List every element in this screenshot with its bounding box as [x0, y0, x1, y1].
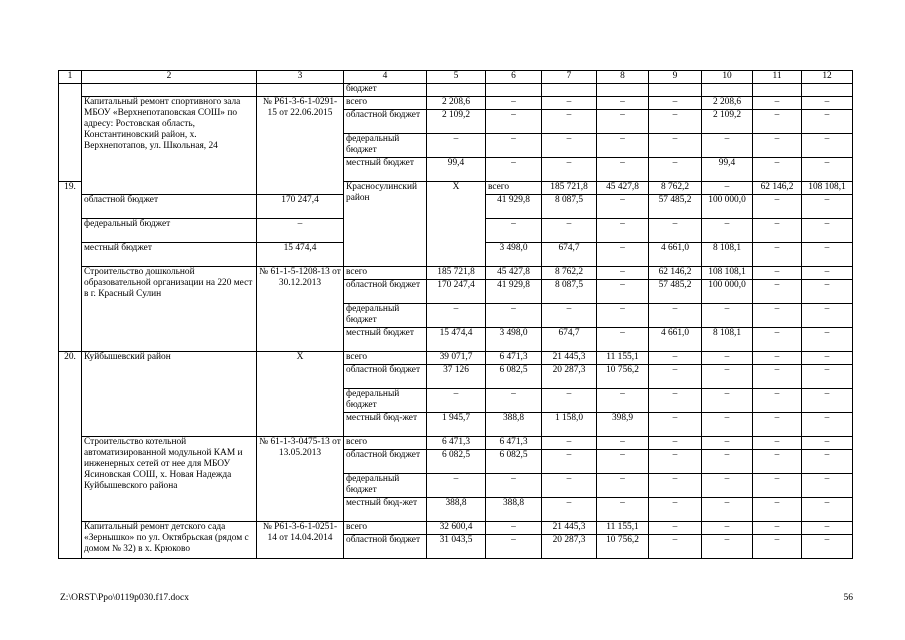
amount-cell: 39 071,7 [427, 352, 486, 365]
amount-cell: – [486, 304, 542, 328]
object-name-cell: Строительство котельной автоматизированной модульной КАМ и инженерных сетей от нее для МБОУ Ясиновская СОШ, х. Новая Надежда Куйбышевского района [82, 437, 257, 522]
page-number: 56 [843, 593, 853, 603]
amount-cell: – [427, 134, 486, 158]
amount-cell: 100 000,0 [702, 280, 753, 304]
amount-cell: 21 445,3 [542, 352, 597, 365]
amount-cell: – [753, 243, 802, 267]
funding-source-cell: областной бюджет [344, 535, 427, 559]
amount-cell: – [802, 535, 853, 559]
amount-cell: – [486, 535, 542, 559]
document-number-cell: № Р61-3-6-1-0291-15 от 22.06.2015 [257, 97, 344, 195]
object-name-cell: Куйбышевский район [82, 352, 257, 437]
amount-cell: – [802, 437, 853, 450]
amount-cell: – [702, 134, 753, 158]
amount-cell: – [702, 535, 753, 559]
amount-cell: – [802, 450, 853, 474]
column-number-cell: 4 [344, 71, 427, 84]
amount-cell [427, 84, 486, 97]
column-number-cell: 1 [59, 71, 82, 84]
row-number-cell [59, 84, 82, 182]
amount-cell: 8 108,1 [702, 328, 753, 352]
amount-cell: 37 126 [427, 365, 486, 389]
object-name-cell: Капитальный ремонт детского сада «Зернышко» по ул. Октябрьская (рядом с домом № 32) в х. Крюково [82, 522, 257, 559]
amount-cell: – [486, 97, 542, 110]
column-number-cell: 7 [542, 71, 597, 84]
amount-cell: – [427, 304, 486, 328]
amount-cell: 45 427,8 [486, 267, 542, 280]
amount-cell: – [649, 437, 702, 450]
amount-cell: – [542, 474, 597, 498]
amount-cell: – [702, 498, 753, 522]
amount-cell [802, 84, 853, 97]
amount-cell: – [802, 304, 853, 328]
amount-cell: – [802, 328, 853, 352]
amount-cell: 62 146,2 [753, 182, 802, 195]
footer-file-path: Z:\ORST\Ppo\0119p030.f17.docx [60, 593, 189, 603]
amount-cell: 2 208,6 [702, 97, 753, 110]
amount-cell: – [542, 97, 597, 110]
amount-cell: – [597, 267, 649, 280]
document-number-cell [257, 84, 344, 97]
amount-cell: 99,4 [702, 158, 753, 182]
funding-source-cell: федеральный бюджет [344, 304, 427, 328]
amount-cell: – [753, 522, 802, 535]
amount-cell: – [802, 413, 853, 437]
amount-cell: 57 485,2 [649, 280, 702, 304]
amount-cell: – [702, 365, 753, 389]
amount-cell: – [753, 437, 802, 450]
column-number-cell: 8 [597, 71, 649, 84]
amount-cell: – [597, 134, 649, 158]
amount-cell: – [597, 280, 649, 304]
amount-cell: 11 155,1 [597, 352, 649, 365]
amount-cell: – [702, 352, 753, 365]
amount-cell: – [649, 158, 702, 182]
amount-cell: 2 109,2 [702, 110, 753, 134]
amount-cell: – [597, 437, 649, 450]
funding-source-cell: местный бюд-жет [344, 413, 427, 437]
amount-cell: – [597, 474, 649, 498]
column-number-cell: 9 [649, 71, 702, 84]
amount-cell: – [542, 134, 597, 158]
document-number-cell: Х [257, 352, 344, 437]
budget-table [58, 70, 853, 559]
amount-cell: – [542, 304, 597, 328]
amount-cell [753, 84, 802, 97]
amount-cell: 15 474,4 [257, 243, 344, 267]
row-number-cell: 19. [59, 182, 82, 352]
funding-source-cell: всего [344, 352, 427, 365]
amount-cell: – [486, 134, 542, 158]
amount-cell: 99,4 [427, 158, 486, 182]
funding-source-cell: местный бюджет [82, 243, 257, 267]
funding-source-cell: областной бюджет [344, 365, 427, 389]
object-name-cell: Красносулинский район [344, 182, 427, 267]
amount-cell: – [702, 522, 753, 535]
funding-source-cell: областной бюджет [344, 280, 427, 304]
object-name-cell: Капитальный ремонт спортивного зала МБОУ «Верхнепотаповская СОШ» по адресу: Ростовская область, Константиновский район, х. Верхнепотапов, ул. Школьная, 24 [82, 97, 257, 195]
amount-cell: – [597, 498, 649, 522]
amount-cell: 185 721,8 [542, 182, 597, 195]
amount-cell: 1 945,7 [427, 413, 486, 437]
amount-cell: – [427, 389, 486, 413]
amount-cell: 6 471,3 [427, 437, 486, 450]
amount-cell: 62 146,2 [649, 267, 702, 280]
amount-cell: – [486, 522, 542, 535]
amount-cell: 6 471,3 [486, 437, 542, 450]
amount-cell: 20 287,3 [542, 365, 597, 389]
amount-cell: 15 474,4 [427, 328, 486, 352]
amount-cell: – [597, 389, 649, 413]
amount-cell: – [702, 474, 753, 498]
table-row [59, 522, 853, 535]
amount-cell: – [753, 267, 802, 280]
amount-cell: – [802, 352, 853, 365]
amount-cell: 1 158,0 [542, 413, 597, 437]
amount-cell: – [802, 110, 853, 134]
funding-source-cell: федеральный бюджет [344, 474, 427, 498]
document-number-cell: № Р61-3-6-1-0251-14 от 14.04.2014 [257, 522, 344, 559]
amount-cell: – [802, 280, 853, 304]
amount-cell: 388,8 [427, 498, 486, 522]
table-row [59, 352, 853, 365]
amount-cell: 41 929,8 [486, 280, 542, 304]
amount-cell: – [542, 498, 597, 522]
amount-cell: 170 247,4 [427, 280, 486, 304]
amount-cell: 170 247,4 [257, 195, 344, 219]
funding-source-cell: всего [486, 182, 542, 195]
amount-cell: – [802, 97, 853, 110]
table-row [59, 267, 853, 280]
amount-cell: – [753, 280, 802, 304]
amount-cell: – [753, 474, 802, 498]
amount-cell: – [702, 413, 753, 437]
row-number-cell: 20. [59, 352, 82, 559]
amount-cell [702, 84, 753, 97]
amount-cell: 674,7 [542, 243, 597, 267]
amount-cell: – [597, 243, 649, 267]
amount-cell [486, 84, 542, 97]
amount-cell: 8 087,5 [542, 195, 597, 219]
amount-cell: 674,7 [542, 328, 597, 352]
amount-cell: – [649, 498, 702, 522]
funding-source-cell: областной бюджет [344, 450, 427, 474]
amount-cell [649, 84, 702, 97]
amount-cell: – [649, 110, 702, 134]
amount-cell: – [542, 158, 597, 182]
amount-cell: 388,8 [486, 498, 542, 522]
amount-cell: – [753, 450, 802, 474]
table-row [59, 97, 853, 110]
amount-cell: – [753, 134, 802, 158]
amount-cell: 6 082,5 [486, 450, 542, 474]
amount-cell: – [753, 352, 802, 365]
amount-cell: – [802, 474, 853, 498]
amount-cell: – [649, 535, 702, 559]
amount-cell: – [649, 219, 702, 243]
funding-source-cell: всего [344, 97, 427, 110]
amount-cell: – [802, 498, 853, 522]
amount-cell: 6 471,3 [486, 352, 542, 365]
amount-cell: – [649, 389, 702, 413]
amount-cell: – [597, 110, 649, 134]
amount-cell: – [486, 474, 542, 498]
amount-cell: 388,8 [486, 413, 542, 437]
funding-source-cell: местный бюд-жет [344, 498, 427, 522]
amount-cell: 11 155,1 [597, 522, 649, 535]
amount-cell: 6 082,5 [427, 450, 486, 474]
amount-cell: – [702, 304, 753, 328]
funding-source-cell: федеральный бюджет [344, 389, 427, 413]
amount-cell: 20 287,3 [542, 535, 597, 559]
amount-cell: 45 427,8 [597, 182, 649, 195]
amount-cell: – [597, 158, 649, 182]
amount-cell: – [802, 243, 853, 267]
amount-cell: – [802, 134, 853, 158]
table-row [59, 84, 853, 97]
amount-cell: – [542, 437, 597, 450]
amount-cell: 10 756,2 [597, 365, 649, 389]
amount-cell: – [649, 413, 702, 437]
column-number-cell: 2 [82, 71, 257, 84]
document-number-cell: № 61-1-5-1208-13 от 30.12.2013 [257, 267, 344, 352]
amount-cell: 57 485,2 [649, 195, 702, 219]
amount-cell: 6 082,5 [486, 365, 542, 389]
amount-cell: – [753, 535, 802, 559]
funding-source-cell: всего [344, 267, 427, 280]
amount-cell: – [597, 304, 649, 328]
amount-cell: – [802, 158, 853, 182]
amount-cell: – [649, 522, 702, 535]
amount-cell: – [802, 389, 853, 413]
column-number-cell: 10 [702, 71, 753, 84]
amount-cell: – [649, 365, 702, 389]
amount-cell: – [597, 97, 649, 110]
column-number-cell: 12 [802, 71, 853, 84]
amount-cell: – [597, 195, 649, 219]
amount-cell: – [753, 110, 802, 134]
funding-source-cell: федеральный бюджет [82, 219, 257, 243]
amount-cell [597, 84, 649, 97]
amount-cell: 32 600,4 [427, 522, 486, 535]
amount-cell: – [802, 267, 853, 280]
amount-cell: 185 721,8 [427, 267, 486, 280]
amount-cell: – [257, 219, 344, 243]
amount-cell: – [753, 195, 802, 219]
column-number-row [59, 71, 853, 84]
amount-cell: – [427, 474, 486, 498]
amount-cell: – [802, 219, 853, 243]
amount-cell: – [649, 134, 702, 158]
amount-cell: – [542, 389, 597, 413]
amount-cell: 8 762,2 [542, 267, 597, 280]
amount-cell: – [702, 389, 753, 413]
amount-cell: – [649, 352, 702, 365]
column-number-cell: 6 [486, 71, 542, 84]
amount-cell: 108 108,1 [802, 182, 853, 195]
amount-cell: – [753, 304, 802, 328]
funding-source-cell: местный бюджет [344, 158, 427, 182]
funding-source-cell: федеральный бюджет [344, 134, 427, 158]
funding-source-cell: областной бюджет [344, 110, 427, 134]
amount-cell: 2 109,2 [427, 110, 486, 134]
amount-cell: 31 043,5 [427, 535, 486, 559]
amount-cell: 10 756,2 [597, 535, 649, 559]
amount-cell: – [702, 182, 753, 195]
amount-cell: – [649, 474, 702, 498]
amount-cell: – [542, 219, 597, 243]
amount-cell: – [702, 437, 753, 450]
amount-cell: – [486, 389, 542, 413]
table-row [59, 437, 853, 450]
amount-cell: – [753, 219, 802, 243]
amount-cell: 8 762,2 [649, 182, 702, 195]
amount-cell: – [802, 522, 853, 535]
column-number-cell: 5 [427, 71, 486, 84]
funding-source-cell: всего [344, 522, 427, 535]
amount-cell: 108 108,1 [702, 267, 753, 280]
amount-cell: – [597, 328, 649, 352]
amount-cell: 398,9 [597, 413, 649, 437]
column-number-cell: 3 [257, 71, 344, 84]
amount-cell: – [753, 97, 802, 110]
amount-cell: – [597, 450, 649, 474]
amount-cell: 21 445,3 [542, 522, 597, 535]
amount-cell: 4 661,0 [649, 243, 702, 267]
amount-cell: 8 087,5 [542, 280, 597, 304]
amount-cell: – [486, 219, 542, 243]
amount-cell: – [649, 304, 702, 328]
amount-cell: 3 498,0 [486, 328, 542, 352]
amount-cell: 4 661,0 [649, 328, 702, 352]
document-number-cell: Х [427, 182, 486, 267]
document-number-cell: № 61-1-3-0475-13 от 13.05.2013 [257, 437, 344, 522]
object-name-cell [82, 84, 257, 97]
amount-cell: – [802, 195, 853, 219]
amount-cell: – [753, 365, 802, 389]
amount-cell: – [802, 365, 853, 389]
amount-cell: – [753, 389, 802, 413]
amount-cell: – [542, 110, 597, 134]
amount-cell: – [702, 219, 753, 243]
amount-cell: 8 108,1 [702, 243, 753, 267]
amount-cell: – [649, 450, 702, 474]
funding-source-cell: всего [344, 437, 427, 450]
funding-source-cell: местный бюджет [344, 328, 427, 352]
amount-cell: – [649, 97, 702, 110]
amount-cell [542, 84, 597, 97]
amount-cell: – [753, 328, 802, 352]
amount-cell: – [486, 158, 542, 182]
amount-cell: 41 929,8 [486, 195, 542, 219]
column-number-cell: 11 [753, 71, 802, 84]
amount-cell: 3 498,0 [486, 243, 542, 267]
amount-cell: – [753, 498, 802, 522]
funding-source-cell: областной бюджет [82, 195, 257, 219]
object-name-cell: Строительство дошкольной образовательной организации на 220 мест в г. Красный Сулин [82, 267, 257, 352]
amount-cell: – [597, 219, 649, 243]
amount-cell: – [753, 413, 802, 437]
amount-cell: – [542, 450, 597, 474]
amount-cell: – [702, 450, 753, 474]
amount-cell: 2 208,6 [427, 97, 486, 110]
amount-cell: – [753, 158, 802, 182]
amount-cell: – [486, 110, 542, 134]
amount-cell: 100 000,0 [702, 195, 753, 219]
funding-source-cell: бюджет [344, 84, 427, 97]
